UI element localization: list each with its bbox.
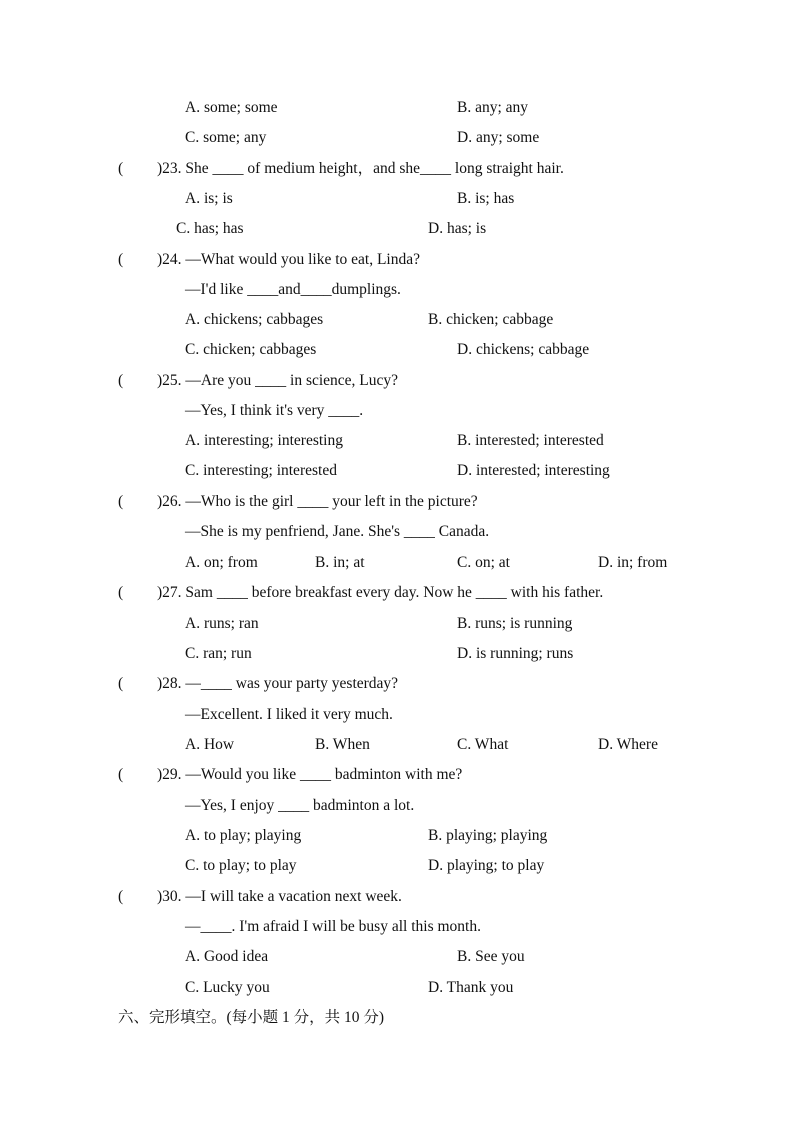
q24-option-c: C. chicken; cabbages xyxy=(185,341,317,358)
q28-option-d: D. Where xyxy=(598,736,658,753)
q29-option-d: D. playing; to play xyxy=(428,857,545,874)
q25-option-c: C. interesting; interested xyxy=(185,462,337,479)
q29-option-a: A. to play; playing xyxy=(185,827,302,844)
q25-option-d: D. interested; interesting xyxy=(457,462,610,479)
q27-answer-paren: ( xyxy=(118,584,124,601)
q28-option-b: B. When xyxy=(315,736,370,753)
q25-answer-paren: ( xyxy=(118,372,124,389)
q26-line2: —She is my penfriend, Jane. She's ____ Canada. xyxy=(185,523,490,540)
q22-option-d: D. any; some xyxy=(457,129,540,146)
q26-option-c: C. on; at xyxy=(457,554,510,571)
q30-line2: —____. I'm afraid I will be busy all this month. xyxy=(185,918,481,935)
q30-option-b: B. See you xyxy=(457,948,525,965)
q29-option-b: B. playing; playing xyxy=(428,827,548,844)
q24-option-b: B. chicken; cabbage xyxy=(428,311,554,328)
q22-option-c: C. some; any xyxy=(185,129,267,146)
q23-option-a: A. is; is xyxy=(185,190,233,207)
q24-option-a: A. chickens; cabbages xyxy=(185,311,324,328)
q27-option-c: C. ran; run xyxy=(185,645,252,662)
q28-answer-paren: ( xyxy=(118,675,124,692)
q23-answer-paren: ( xyxy=(118,160,124,177)
section-heading-cloze: 六、完形填空。(每小题 1 分，共 10 分) xyxy=(118,1009,385,1026)
q26-option-a: A. on; from xyxy=(185,554,258,571)
q27-option-b: B. runs; is running xyxy=(457,615,573,632)
q27-stem: )27. Sam ____ before breakfast every day. Now he ____ with his father. xyxy=(157,584,604,601)
q30-option-d: D. Thank you xyxy=(428,979,514,996)
q25-line2: —Yes, I think it's very ____. xyxy=(185,402,364,419)
q23-option-c: C. has; has xyxy=(176,220,244,237)
q24-answer-paren: ( xyxy=(118,251,124,268)
q26-option-d: D. in; from xyxy=(598,554,668,571)
q29-answer-paren: ( xyxy=(118,766,124,783)
q25-option-b: B. interested; interested xyxy=(457,432,604,449)
q30-option-a: A. Good idea xyxy=(185,948,269,965)
q26-stem: )26. —Who is the girl ____ your left in the picture? xyxy=(157,493,478,510)
q28-stem: )28. —____ was your party yesterday? xyxy=(157,675,399,692)
q24-option-d: D. chickens; cabbage xyxy=(457,341,590,358)
q23-stem: )23. She ____ of medium height，and she____ long straight hair. xyxy=(157,160,564,177)
q24-line2: —I'd like ____and____dumplings. xyxy=(185,281,401,298)
q26-option-b: B. in; at xyxy=(315,554,365,571)
q28-line2: —Excellent. I liked it very much. xyxy=(185,706,393,723)
q29-line2: —Yes, I enjoy ____ badminton a lot. xyxy=(185,797,415,814)
q28-option-c: C. What xyxy=(457,736,509,753)
q22-option-a: A. some; some xyxy=(185,99,278,116)
q25-option-a: A. interesting; interesting xyxy=(185,432,343,449)
q30-stem: )30. —I will take a vacation next week. xyxy=(157,888,402,905)
q25-stem: )25. —Are you ____ in science, Lucy? xyxy=(157,372,399,389)
q27-option-a: A. runs; ran xyxy=(185,615,259,632)
q27-option-d: D. is running; runs xyxy=(457,645,574,662)
q26-answer-paren: ( xyxy=(118,493,124,510)
q30-option-c: C. Lucky you xyxy=(185,979,270,996)
q24-stem: )24. —What would you like to eat, Linda? xyxy=(157,251,421,268)
q28-option-a: A. How xyxy=(185,736,235,753)
q29-stem: )29. —Would you like ____ badminton with me? xyxy=(157,766,463,783)
q23-option-d: D. has; is xyxy=(428,220,487,237)
q23-option-b: B. is; has xyxy=(457,190,515,207)
q30-answer-paren: ( xyxy=(118,888,124,905)
q22-option-b: B. any; any xyxy=(457,99,529,116)
q29-option-c: C. to play; to play xyxy=(185,857,297,874)
